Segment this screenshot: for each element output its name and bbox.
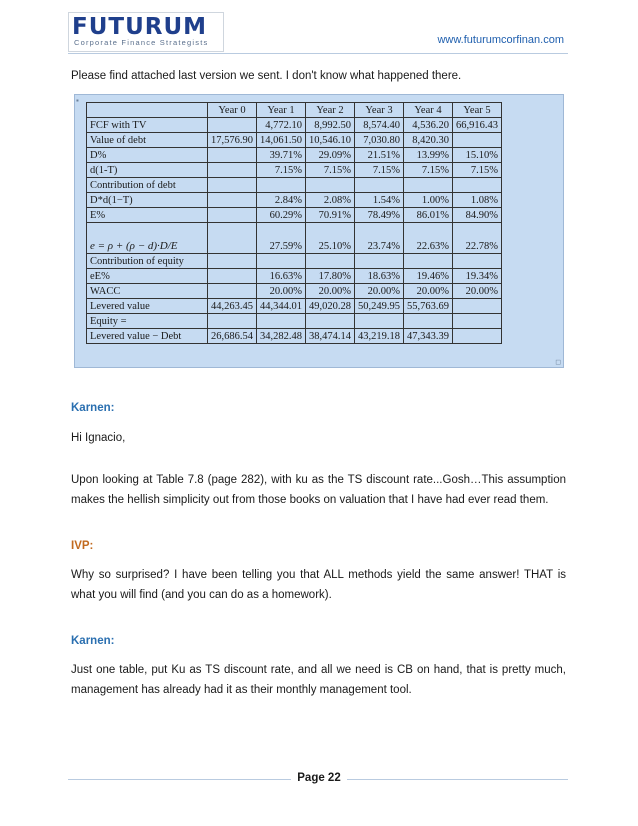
table-row [87, 208, 502, 223]
table-cell [306, 314, 355, 329]
table-cell [404, 314, 453, 329]
table-cell: 14,061.50 [257, 133, 306, 148]
page-number: Page 22 [0, 772, 638, 784]
website-url[interactable]: www.futurumcorfinan.com [437, 34, 564, 46]
table-cell: 8,992.50 [306, 118, 355, 133]
column-header: Year 3 [355, 103, 404, 118]
row-label: Levered value [87, 299, 208, 314]
table-row [87, 193, 502, 208]
table-row [87, 254, 502, 269]
table-cell: 7.15% [306, 163, 355, 178]
embedded-table-image [74, 94, 564, 368]
table-cell: 27.59% [257, 223, 306, 254]
table-cell: 70.91% [306, 208, 355, 223]
table-cell [453, 178, 502, 193]
table-cell: 17,576.90 [208, 133, 257, 148]
column-header: Year 2 [306, 103, 355, 118]
table-cell: 38,474.14 [306, 329, 355, 344]
table-cell: 7.15% [355, 163, 404, 178]
logo-wordmark: FUTURUM [72, 14, 208, 40]
paragraph: Just one table, put Ku as TS discount rate, and all we need is CB on hand, that is pretty much, management has already had it as their monthly management tool. [71, 664, 566, 696]
table-cell: 10,546.10 [306, 133, 355, 148]
table-row [87, 223, 502, 254]
row-label: Contribution of debt [87, 178, 208, 193]
table-cell [257, 178, 306, 193]
row-label: Equity = [87, 314, 208, 329]
table-cell [355, 314, 404, 329]
table-cell: 84.90% [453, 208, 502, 223]
table-cell: 1.54% [355, 193, 404, 208]
row-label: Contribution of equity [87, 254, 208, 269]
table-cell: 2.08% [306, 193, 355, 208]
speaker-ivp: IVP: [71, 540, 94, 552]
table-cell: 34,282.48 [257, 329, 306, 344]
table-cell: 17.80% [306, 269, 355, 284]
table-cell: 26,686.54 [208, 329, 257, 344]
table-cell: 43,219.18 [355, 329, 404, 344]
table-cell: 50,249.95 [355, 299, 404, 314]
table-cell: 86.01% [404, 208, 453, 223]
valuation-table [86, 102, 502, 344]
table-cell: 49,020.28 [306, 299, 355, 314]
table-cell: 1.00% [404, 193, 453, 208]
table-cell [453, 133, 502, 148]
table-cell [208, 148, 257, 163]
table-cell: 8,420.30 [404, 133, 453, 148]
table-cell [208, 178, 257, 193]
table-cell [208, 314, 257, 329]
table-cell [306, 178, 355, 193]
table-cell: 44,344.01 [257, 299, 306, 314]
table-cell [306, 254, 355, 269]
table-cell [208, 118, 257, 133]
table-cell: 55,763.69 [404, 299, 453, 314]
row-label: d(1-T) [87, 163, 208, 178]
table-cell [257, 314, 306, 329]
table-cell: 29.09% [306, 148, 355, 163]
table-row [87, 133, 502, 148]
row-label: WACC [87, 284, 208, 299]
table-cell: 78.49% [355, 208, 404, 223]
table-cell [355, 254, 404, 269]
table-cell: 16.63% [257, 269, 306, 284]
speaker-karnen: Karnen: [71, 635, 115, 647]
intro-text: Please find attached last version we sent. I don't know what happened there. [71, 70, 462, 82]
column-header [87, 103, 208, 118]
table-cell: 20.00% [306, 284, 355, 299]
table-cell [404, 178, 453, 193]
table-cell: 22.63% [404, 223, 453, 254]
table-cell: 25.10% [306, 223, 355, 254]
table-cell [453, 314, 502, 329]
table-header-row [87, 103, 502, 118]
table-cell: 22.78% [453, 223, 502, 254]
table-cell: 47,343.39 [404, 329, 453, 344]
table-cell: 66,916.43 [453, 118, 502, 133]
table-cell: 7.15% [453, 163, 502, 178]
table-row [87, 118, 502, 133]
table-cell: 19.34% [453, 269, 502, 284]
row-label: Levered value − Debt [87, 329, 208, 344]
table-row [87, 284, 502, 299]
table-cell [208, 193, 257, 208]
table-cell [208, 223, 257, 254]
table-cell [208, 163, 257, 178]
header-divider [68, 53, 568, 54]
resize-handle-icon: ◻ [555, 359, 561, 366]
table-cell: 20.00% [257, 284, 306, 299]
table-cell [355, 178, 404, 193]
speaker-karnen: Karnen: [71, 402, 115, 414]
table-cell: 7.15% [404, 163, 453, 178]
table-row [87, 163, 502, 178]
table-cell [453, 329, 502, 344]
futurum-logo [68, 12, 224, 52]
row-label: D% [87, 148, 208, 163]
paragraph: Upon looking at Table 7.8 (page 282), with ku as the TS discount rate...Gosh…This assumption makes the hellish simplicity out from those books on valuation that I have had ever read them. [71, 474, 566, 506]
column-header: Year 4 [404, 103, 453, 118]
row-label: E% [87, 208, 208, 223]
row-label: FCF with TV [87, 118, 208, 133]
table-cell: 39.71% [257, 148, 306, 163]
row-label: eE% [87, 269, 208, 284]
table-cell: 7,030.80 [355, 133, 404, 148]
table-cell: 15.10% [453, 148, 502, 163]
table-row [87, 329, 502, 344]
table-cell: 8,574.40 [355, 118, 404, 133]
table-cell: 20.00% [404, 284, 453, 299]
table-row [87, 314, 502, 329]
table-cell [453, 254, 502, 269]
table-row [87, 148, 502, 163]
table-row [87, 269, 502, 284]
table-cell: 21.51% [355, 148, 404, 163]
paragraph: Why so surprised? I have been telling you that ALL methods yield the same answer! THAT is what you will find (and you can do as a homework). [71, 569, 566, 601]
paragraph: Hi Ignacio, [71, 432, 126, 444]
table-cell: 4,536.20 [404, 118, 453, 133]
column-header: Year 1 [257, 103, 306, 118]
table-row [87, 178, 502, 193]
row-label: e = ρ + (ρ − d)·D/E [87, 223, 208, 254]
table-cell [208, 284, 257, 299]
table-cell [257, 254, 306, 269]
table-cell: 60.29% [257, 208, 306, 223]
table-cell: 18.63% [355, 269, 404, 284]
table-cell [453, 299, 502, 314]
column-header: Year 0 [208, 103, 257, 118]
column-header: Year 5 [453, 103, 502, 118]
table-cell [208, 254, 257, 269]
table-cell: 13.99% [404, 148, 453, 163]
table-cell: 2.84% [257, 193, 306, 208]
table-cell: 19.46% [404, 269, 453, 284]
logo-tagline: Corporate Finance Strategists [74, 38, 209, 47]
table-cell: 1.08% [453, 193, 502, 208]
row-label: D*d(1−T) [87, 193, 208, 208]
table-cell: 7.15% [257, 163, 306, 178]
image-anchor-icon: ▪ [76, 96, 79, 105]
table-row [87, 299, 502, 314]
table-cell: 20.00% [355, 284, 404, 299]
row-label: Value of debt [87, 133, 208, 148]
table-cell [208, 208, 257, 223]
table-cell: 20.00% [453, 284, 502, 299]
table-cell [404, 254, 453, 269]
table-cell: 44,263.45 [208, 299, 257, 314]
table-cell: 4,772.10 [257, 118, 306, 133]
table-cell: 23.74% [355, 223, 404, 254]
table-cell [208, 269, 257, 284]
